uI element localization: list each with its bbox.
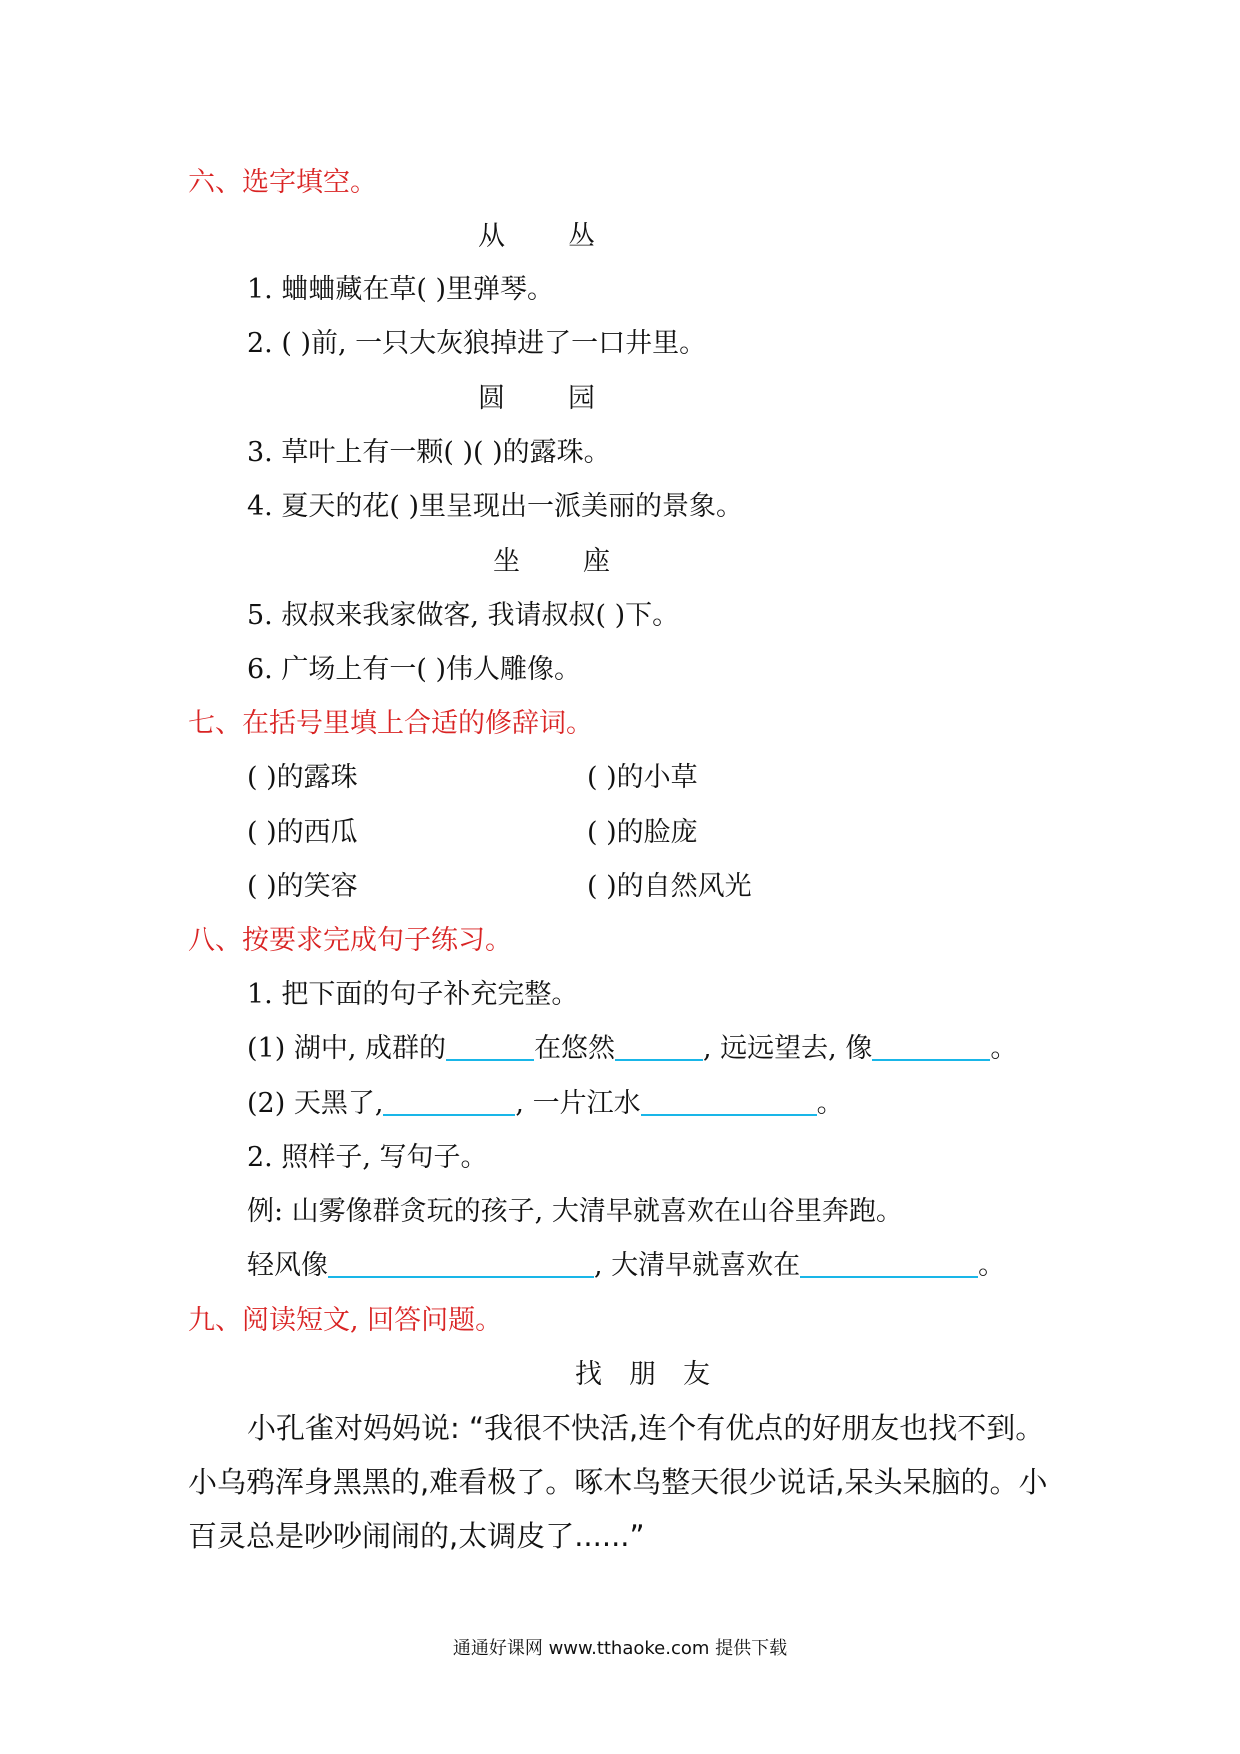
answer-blank[interactable] bbox=[800, 1250, 978, 1278]
section-6-heading: 六、选字填空。 bbox=[188, 167, 377, 198]
modifier-item: ( )的露珠 bbox=[247, 762, 358, 793]
passage-line: 百灵总是吵吵闹闹的,太调皮了......” bbox=[188, 1519, 645, 1553]
option-char: 园 bbox=[568, 383, 595, 414]
section-7-heading: 七、在括号里填上合适的修辞词。 bbox=[188, 708, 593, 739]
section-9-heading: 九、阅读短文, 回答问题。 bbox=[188, 1305, 503, 1336]
question-3: 3. 草叶上有一颗( )( )的露珠。 bbox=[247, 437, 611, 468]
passage-line: 小孔雀对妈妈说: “我很不快活,连个有优点的好朋友也找不到。 bbox=[247, 1411, 1045, 1445]
passage-title: 找 朋 友 bbox=[575, 1359, 710, 1390]
question-4: 4. 夏天的花( )里呈现出一派美丽的景象。 bbox=[247, 491, 743, 522]
question-5: 5. 叔叔来我家做客, 我请叔叔( )下。 bbox=[247, 600, 680, 631]
question-6: 6. 广场上有一( )伟人雕像。 bbox=[247, 654, 581, 685]
fill-sentence-3: 轻风像 , 大清早就喜欢在 。 bbox=[247, 1250, 1006, 1281]
answer-blank[interactable] bbox=[446, 1033, 534, 1061]
modifier-item: ( )的自然风光 bbox=[587, 871, 752, 902]
footer-credit: 通通好课网 www.tthaoke.com 提供下载 bbox=[452, 1638, 788, 1659]
option-char: 从 bbox=[478, 221, 505, 252]
example-sentence: 例: 山雾像群贪玩的孩子, 大清早就喜欢在山谷里奔跑。 bbox=[247, 1196, 903, 1227]
option-char: 坐 bbox=[493, 546, 520, 577]
option-char: 圆 bbox=[478, 383, 505, 414]
answer-blank[interactable] bbox=[328, 1250, 594, 1278]
answer-blank[interactable] bbox=[615, 1033, 703, 1061]
answer-blank[interactable] bbox=[383, 1088, 515, 1116]
modifier-item: ( )的脸庞 bbox=[587, 817, 698, 848]
section-8-heading: 八、按要求完成句子练习。 bbox=[188, 925, 512, 956]
question-1: 1. 蛐蛐藏在草( )里弹琴。 bbox=[247, 274, 554, 305]
subtask-2: 2. 照样子, 写句子。 bbox=[247, 1142, 488, 1173]
option-char: 座 bbox=[583, 546, 610, 577]
answer-blank[interactable] bbox=[641, 1088, 817, 1116]
modifier-item: ( )的小草 bbox=[587, 762, 698, 793]
modifier-item: ( )的笑容 bbox=[247, 871, 358, 902]
subtask-1: 1. 把下面的句子补充完整。 bbox=[247, 979, 579, 1010]
fill-sentence-1: (1) 湖中, 成群的 在悠然 , 远远望去, 像 。 bbox=[247, 1033, 1018, 1064]
option-char: 丛 bbox=[568, 221, 595, 252]
modifier-item: ( )的西瓜 bbox=[247, 817, 358, 848]
answer-blank[interactable] bbox=[872, 1033, 990, 1061]
fill-sentence-2: (2) 天黑了, , 一片江水 。 bbox=[247, 1088, 844, 1119]
passage-line: 小乌鸦浑身黑黑的,难看极了。啄木鸟整天很少说话,呆头呆脑的。小 bbox=[188, 1465, 1048, 1499]
question-2: 2. ( )前, 一只大灰狼掉进了一口井里。 bbox=[247, 328, 707, 359]
